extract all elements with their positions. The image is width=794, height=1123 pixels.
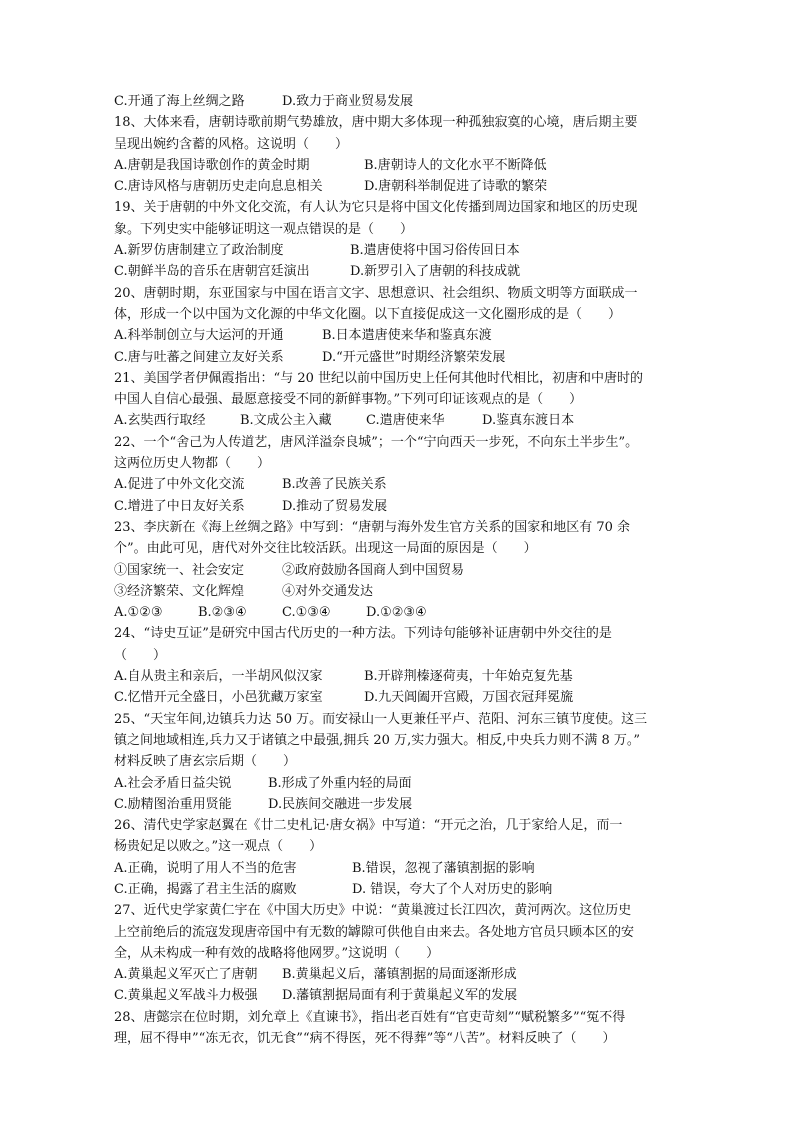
text-line: 呈现出婉约含蓄的风格。这说明（ ） [114, 136, 349, 152]
option: ②政府鼓励各国商人到中国贸易 [282, 562, 465, 578]
option: D.推动了贸易发展 [282, 498, 388, 514]
option-row [114, 474, 686, 495]
option-row [114, 155, 686, 176]
text-line: 体，形成一个以中国为文化源的中华文化圈。以下直接促成这一文化圈形成的是（ ） [114, 306, 622, 322]
option-row [114, 964, 686, 985]
text-line: 杨贵妃足以败之。”这一观点（ ） [114, 839, 323, 855]
option: A.黄巢起义军灭亡了唐朝 [114, 967, 258, 983]
option: D.九天阊阖开宫殿，万国衣冠拜冕旒 [364, 690, 574, 706]
option-row [114, 602, 686, 623]
option: D.“开元盛世”时期经济繁荣发展 [322, 349, 506, 365]
option-row [114, 985, 686, 1006]
option: D.唐朝科举制促进了诗歌的繁荣 [364, 179, 548, 195]
option: C.增进了中日友好关系 [114, 498, 245, 514]
option: A.促进了中外文化交流 [114, 477, 245, 493]
option: ③经济繁荣、文化辉煌 [114, 583, 245, 599]
option-row [114, 581, 686, 602]
option: C.遣唐使来华 [366, 413, 445, 429]
text-line: 这两位历史人物都（ ） [114, 456, 271, 472]
option-row [114, 261, 686, 282]
text-line: 19、关于唐朝的中外文化交流，有人认为它只是将中国文化传播到周边国家和地区的历史现 [114, 200, 638, 216]
option-row [114, 794, 686, 815]
option: A.①②③ [114, 605, 163, 621]
text-line: 24、“诗史互证”是研究中国古代历史的一种方法。下列诗句能够补证唐朝中外交往的是 [114, 626, 612, 642]
text-line: 理，屈不得申”“冻无衣，饥无食”“病不得医，死不得葬”等“八苦”。材料反映了（ ） [114, 1031, 616, 1047]
text-line: 象。下列史实中能够证明这一观点错误的是（ ） [114, 221, 414, 237]
option: ④对外交通发达 [282, 583, 374, 599]
option: C.唐诗风格与唐朝历史走向息息相关 [114, 179, 323, 195]
option: B.日本遣唐使来华和鉴真东渡 [322, 328, 492, 344]
option: C.①③④ [282, 605, 331, 621]
text-line: 28、唐懿宗在位时期，刘允章上《直谏书》，指出老百姓有“官吏苛刻”“赋税繁多”“冤不得 [114, 1009, 626, 1025]
option: B.黄巢起义后，藩镇割据的局面逐渐形成 [282, 967, 517, 983]
text-line: （ ） [114, 647, 167, 663]
option: D.鉴真东渡日本 [482, 413, 575, 429]
exam-page [114, 91, 686, 1049]
option-row [114, 496, 686, 517]
option-row [114, 560, 686, 581]
option: A.正确，说明了用人不当的危害 [114, 860, 297, 876]
text-line: 全，从未构成一种有效的战略将他网罗。”这说明（ ） [114, 945, 440, 961]
option: C.朝鲜半岛的音乐在唐朝宫廷演出 [114, 264, 310, 280]
option: D. 错误，夸大了个人对历史的影响 [352, 881, 553, 897]
text-line: 个”。由此可见，唐代对外交往比较活跃。出现这一局面的原因是（ ） [114, 541, 537, 557]
option-row [114, 347, 686, 368]
text-line: 上空前绝后的流寇发现唐帝国中有无数的罅隙可供他自由来去。各处地方官员只顾本区的安 [114, 924, 635, 940]
text-line: 18、大体来看，唐朝诗歌前期气势雄放，唐中期大多体现一种孤独寂寞的心境，唐后期主要 [114, 115, 638, 131]
text-line: 21、美国学者伊佩霞指出：“与 20 世纪以前中国历史上任何其他时代相比，初唐和中唐时的 [114, 370, 643, 386]
option-row [114, 410, 686, 431]
option: D.藩镇割据局面有利于黄巢起义军的发展 [282, 988, 518, 1004]
option: B.形成了外重内轻的局面 [268, 775, 412, 791]
option: A.社会矛盾日益尖锐 [114, 775, 232, 791]
option-row [114, 325, 686, 346]
option: B.②③④ [198, 605, 247, 621]
option-row [114, 879, 686, 900]
option: A.唐朝是我国诗歌创作的黄金时期 [114, 157, 310, 173]
option-row [114, 240, 686, 261]
text-line: 23、李庆新在《海上丝绸之路》中写到：“唐朝与海外发生官方关系的国家和地区有 70 余 [114, 519, 630, 535]
option-row [114, 858, 686, 879]
option-row [114, 773, 686, 794]
option-row [114, 91, 686, 112]
option: B.开辟荆榛逐荷夷，十年始克复先基 [364, 669, 573, 685]
option: A.新罗仿唐制建立了政治制度 [114, 243, 284, 259]
option: A.自从贵主和亲后，一半胡风似汉家 [114, 669, 323, 685]
text-line: 25、“天宝年间,边镇兵力达 50 万。而安禄山一人更兼任平卢、范阳、河东三镇节度使。这三 [114, 711, 648, 727]
text-line: 中国人自信心最强、最愿意接受不同的新鲜事物。”下列可印证该观点的是（ ） [114, 392, 583, 408]
option: B.文成公主入藏 [240, 413, 332, 429]
option: A.科举制创立与大运河的开通 [114, 328, 284, 344]
option: D.致力于商业贸易发展 [282, 94, 414, 109]
text-line: 27、近代史学家黄仁宇在《中国大历史》中说：“黄巢渡过长江四次，黄河两次。这位历史 [114, 903, 632, 919]
option-row [114, 176, 686, 197]
text-line: 26、清代史学家赵翼在《廿二史札记·唐女祸》中写道：“开元之治，几于家给人足，而一 [114, 818, 623, 834]
option: B.唐朝诗人的文化水平不断降低 [364, 157, 547, 173]
option: D.新罗引入了唐朝的科技成就 [350, 264, 521, 280]
option: B.错误，忽视了藩镇割据的影响 [352, 860, 535, 876]
text-line: 材料反映了唐玄宗后期（ ） [114, 754, 297, 770]
text-line: 镇之间地域相连,兵力又于诸镇之中最强,拥兵 20 万,实力强大。相反,中央兵力则不满 8 万。” [114, 732, 641, 748]
option: B.遣唐使将中国习俗传回日本 [350, 243, 520, 259]
option: ①国家统一、社会安定 [114, 562, 245, 578]
option: C.黄巢起义军战斗力极强 [114, 988, 258, 1004]
option-row [114, 666, 686, 687]
option: D.民族间交融进一步发展 [268, 796, 413, 812]
text-line: 22、一个“舍己为人传道艺，唐风洋溢奈良城”；一个“宁向西天一步死，不向东土半步生”。 [114, 434, 639, 450]
option: C.正确，揭露了君主生活的腐败 [114, 881, 297, 897]
option: C.唐与吐蕃之间建立友好关系 [114, 349, 284, 365]
option: C.忆惜开元全盛日，小邑犹藏万家室 [114, 690, 323, 706]
option: C.励精图治重用贤能 [114, 796, 232, 812]
option: A.玄奘西行取经 [114, 413, 206, 429]
option-row [114, 687, 686, 708]
option: B.改善了民族关系 [282, 477, 387, 493]
option: C.开通了海上丝绸之路 [114, 94, 245, 109]
option: D.①②③④ [366, 605, 427, 621]
text-line: 20、唐朝时期，东亚国家与中国在语言文字、思想意识、社会组织、物质文明等方面联成一 [114, 285, 638, 301]
